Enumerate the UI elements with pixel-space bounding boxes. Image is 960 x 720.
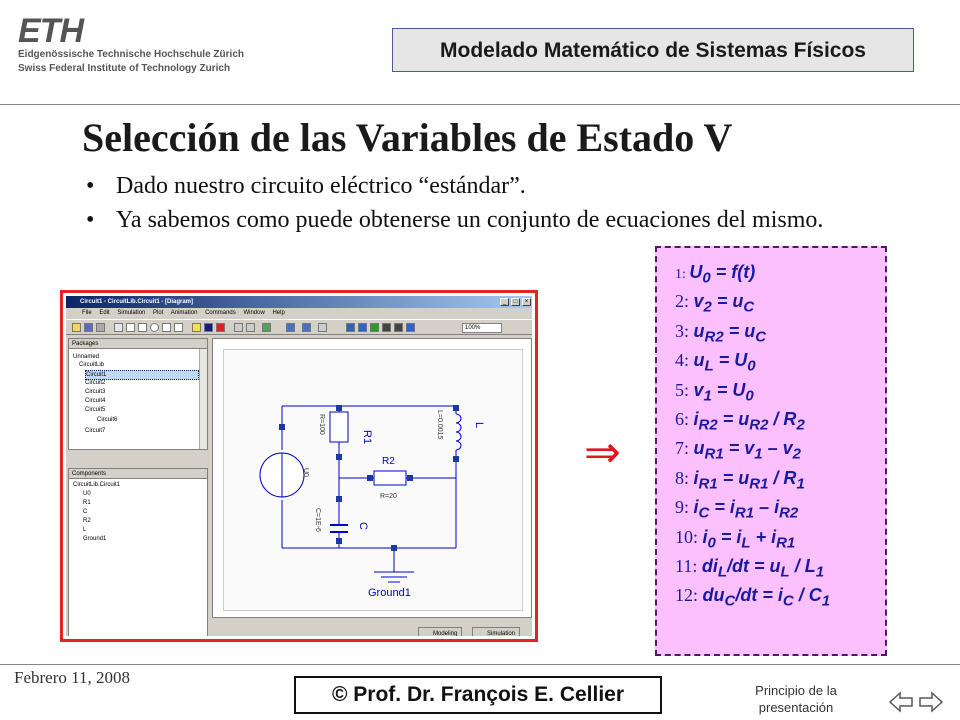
l-label: L [473,422,485,429]
connector-icon[interactable] [318,323,327,332]
tree-item[interactable]: Unnamed [73,354,100,360]
circuit-diagram [224,350,524,612]
tab-modeling[interactable]: Modeling [418,627,462,636]
close-icon[interactable]: × [522,298,531,306]
packages-header: Packages [69,339,207,349]
menu-edit[interactable]: Edit [99,310,110,316]
equation-line [675,409,805,434]
bullet-item: • Ya sabemos como puede obtenerse un conjunto de ecuaciones del mismo. [82,206,892,234]
equation-body: $i_{R1} = u_{R1} / R_1$ [693,467,805,493]
equation-number: 8: [675,467,694,488]
software-screenshot [60,290,538,642]
eth-logo-line-1: Eidgenössische Technische Hochschule Zürich [18,49,244,60]
equation-line [675,556,824,581]
presentation-date: Febrero 11, 2008 [14,668,130,687]
navigation-arrows [888,690,944,714]
menu-plot[interactable]: Plot [153,310,164,316]
toolbar [66,319,532,335]
tree-item[interactable]: R2 [83,518,91,524]
app-window [66,296,532,636]
equation-number: 1: [675,267,690,282]
equation-line [675,468,805,493]
equation-number: 11: [675,556,702,576]
footer-divider [0,664,960,665]
equation-line [675,497,798,522]
save-icon[interactable] [84,323,93,332]
packages-scrollbar[interactable] [199,349,207,449]
tree-item[interactable]: C [83,509,88,515]
bullet-list [82,172,892,240]
tab-simulation[interactable]: Simulation [472,627,520,636]
packages-pane [68,338,208,450]
tree-item[interactable]: R1 [83,500,91,506]
l-param: L=0.0015 [436,410,443,440]
tree-item[interactable]: Circuit6 [97,417,118,423]
equation-body: $U_0 = f(t)$ [689,262,756,287]
components-header: Components [69,469,207,479]
tree-item[interactable]: L [83,527,87,533]
inductor-symbol [456,414,461,450]
eth-logo [18,14,258,76]
tree-item[interactable]: U0 [83,491,91,497]
equation-number: 7: [675,438,694,459]
equation-body: $u_{R2} = u_C$ [693,320,767,346]
equation-body: $i_{R2} = u_{R2} / R_2$ [693,409,805,434]
implies-arrow: ⇒ [584,427,621,478]
polygon-icon[interactable] [162,323,171,332]
equation-number: 5: [675,379,694,400]
equation-body: $v_1 = U_0$ [693,379,754,405]
equation-line [675,350,756,375]
eth-logo-mark: ETH [18,12,83,50]
equation-number: 12: [675,585,703,606]
text-view-icon[interactable] [394,323,403,332]
package-icon[interactable] [286,323,295,332]
equation-number: 2: [675,291,694,312]
menu-file[interactable]: File [82,310,92,316]
class-icon[interactable] [302,323,311,332]
slide-title: Selección de las Variables de Estado V [82,115,733,160]
back-to-start-link[interactable]: Principio de la presentación [755,683,837,715]
check-icon[interactable] [262,323,271,332]
menu-bar [66,308,532,318]
open-icon[interactable] [72,323,81,332]
tree-item[interactable]: Circuit3 [85,389,106,395]
equation-line [675,585,830,610]
layer-icon-1[interactable] [346,323,355,332]
header-divider [0,104,960,105]
diagram-pane [212,338,532,618]
text-icon[interactable] [174,323,183,332]
equation-number: 10: [675,526,703,547]
line-icon[interactable] [126,323,135,332]
grid-icon[interactable] [234,323,243,332]
tree-item[interactable]: CircuitLib.Circuit1 [73,482,121,488]
r1-label: R1 [361,430,373,445]
equation-number: 6: [675,409,694,429]
ground-label: Ground1 [368,587,411,599]
eth-logo-line-2: Swiss Federal Institute of Technology Zurich [18,63,231,74]
color-icon[interactable] [216,323,225,332]
tree-item[interactable]: CircuitLib [79,362,105,368]
copyright-box: © Prof. Dr. François E. Cellier [294,676,662,714]
bullet-item: • Dado nuestro circuito eléctrico “estándar”. [82,172,892,200]
equation-line [675,321,766,346]
next-slide-icon[interactable] [920,693,942,711]
layer-icon-2[interactable] [358,323,367,332]
previous-slide-icon[interactable] [890,693,912,711]
equation-body: $du_C/dt = i_C / C_1$ [702,585,831,610]
fill-color-icon[interactable] [192,323,201,332]
menu-help[interactable]: Help [272,310,285,316]
diagram-icon[interactable] [382,323,391,332]
menu-window[interactable]: Window [243,310,265,316]
equation-line [675,291,754,316]
equation-number: 3: [675,320,694,341]
u0-label: U0 [302,468,309,477]
equation-body: $i_0 = i_L + i_{R1}$ [702,526,796,552]
rectangle-icon[interactable] [138,323,147,332]
resistor-r2-symbol [374,471,406,485]
equation-line [675,438,801,463]
equation-number: 4: [675,350,694,371]
line-color-icon[interactable] [204,323,213,332]
ellipse-icon[interactable] [150,323,159,332]
equation-body: $i_C = i_{R1} - i_{R2}$ [693,497,799,522]
components-pane [68,468,208,636]
r2-label: R2 [382,456,395,467]
cursor-icon[interactable] [114,323,123,332]
equation-body: $v_2 = u_C$ [693,291,755,316]
tree-item-selected[interactable]: Circuit1 [85,370,199,380]
window-titlebar: Circuit1 - CircuitLib.Circuit1 - [Diagram] [66,296,532,308]
diagram-canvas[interactable] [223,349,523,611]
print-icon[interactable] [96,323,105,332]
resistor-r1-symbol [330,412,348,442]
menu-animation[interactable]: Animation [170,310,198,316]
zoom-select[interactable]: 100% [462,323,502,333]
r2-param: R=20 [380,493,397,500]
tree-item[interactable]: Circuit5 [85,407,106,413]
equation-body: $u_{R1} = v_1 - v_2$ [693,438,801,463]
c-label: C [357,522,369,530]
documentation-icon[interactable] [406,323,415,332]
tree-item[interactable]: Circuit7 [85,428,106,434]
minimize-icon[interactable]: _ [500,298,509,306]
equation-line [675,527,795,552]
maximize-icon[interactable]: □ [511,298,520,306]
tree-item[interactable]: Circuit4 [85,398,106,404]
align-icon[interactable] [246,323,255,332]
menu-commands[interactable]: Commands [205,310,236,316]
course-title: Modelado Matemático de Sistemas Físicos [440,39,866,62]
equation-line [675,262,755,287]
equation-body: $u_L = U_0$ [693,350,756,375]
tree-item[interactable]: Ground1 [83,536,107,542]
equation-number: 9: [675,497,694,518]
menu-simulation[interactable]: Simulation [117,310,146,316]
equation-body: $di_L/dt = u_L / L_1$ [701,556,825,581]
equation-line [675,380,754,405]
info-icon[interactable] [370,323,379,332]
tree-item[interactable]: Circuit2 [85,380,106,386]
c-param: C=1E-6 [314,508,321,532]
r1-param: R=100 [318,414,325,435]
